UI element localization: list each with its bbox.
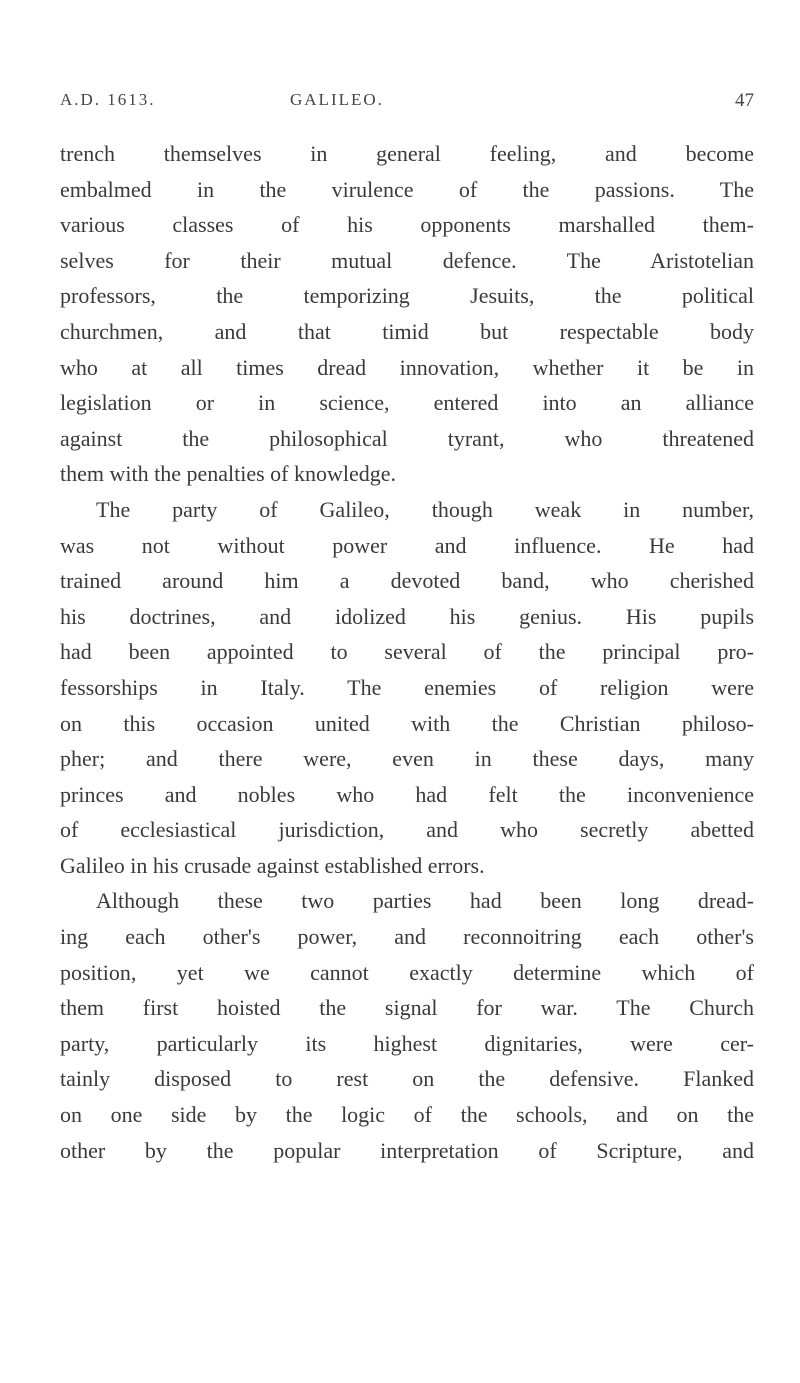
text-line: selves for their mutual defence. The Aristotelian [60,247,754,273]
text-line: party, particularly its highest dignitaries, were cer- [60,1030,754,1056]
text-line: was not without power and influence. He had [60,532,754,558]
text-line: Although these two parties had been long dread- [96,888,754,914]
text-line: his doctrines, and idolized his genius. His pupils [60,603,754,629]
running-header [60,90,754,120]
text-line: trench themselves in general feeling, and become [60,141,754,166]
text-line: position, yet we cannot exactly determine which of [60,959,754,985]
text-line: Galileo in his crusade against established errors. [60,852,485,878]
page-number: 47 [735,90,754,111]
text-line: various classes of his opponents marshalled them- [60,212,754,238]
text-line: had been appointed to several of the principal pro- [60,639,754,665]
text-line: on this occasion united with the Christian philoso- [60,710,754,736]
header-year: A.D. 1613. [60,90,156,109]
body-text [60,136,754,1168]
text-line: trained around him a devoted band, who cherished [60,568,754,594]
text-line: tainly disposed to rest on the defensive. Flanked [60,1066,754,1092]
text-line: fessorships in Italy. The enemies of religion were [60,674,754,700]
text-line: princes and nobles who had felt the inconvenience [60,781,754,807]
text-line: The party of Galileo, though weak in number, [96,496,754,522]
text-line: pher; and there were, even in these days, many [60,746,754,772]
text-line: them with the penalties of knowledge. [60,461,397,487]
text-line: against the philosophical tyrant, who threatened [60,425,754,451]
text-line: embalmed in the virulence of the passions. The [60,176,754,202]
text-line: professors, the temporizing Jesuits, the political [60,283,754,309]
text-line: other by the popular interpretation of Scripture, and [60,1137,754,1163]
text-line: churchmen, and that timid but respectable body [60,318,754,344]
text-line: of ecclesiastical jurisdiction, and who secretly abetted [60,817,754,843]
text-line: legislation or in science, entered into an alliance [60,390,754,416]
text-line: who at all times dread innovation, whether it be in [60,354,754,380]
text-line: on one side by the logic of the schools, and on the [60,1102,754,1128]
header-title: GALILEO. [290,90,384,109]
text-line: ing each other's power, and reconnoitring each other's [60,924,754,950]
text-line: them first hoisted the signal for war. The Church [60,995,754,1021]
